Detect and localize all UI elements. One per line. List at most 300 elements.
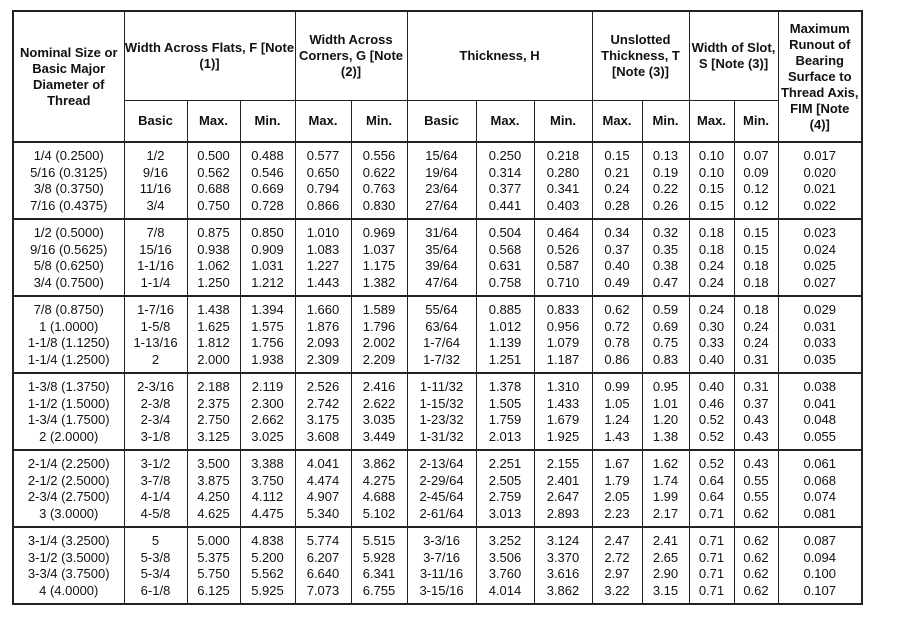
table-cell: 2.416 bbox=[362, 379, 396, 394]
table-cell: 0.025 bbox=[803, 258, 837, 273]
table-cell: 0.568 bbox=[488, 241, 522, 257]
row-group-4 bbox=[13, 373, 862, 450]
table-cell: 3-1/8 bbox=[140, 428, 171, 444]
table-cell: 0.15 bbox=[743, 225, 769, 240]
table-cell: 4.625 bbox=[197, 505, 230, 521]
table-cell: 23/64 bbox=[425, 181, 458, 196]
cell-thickness-max bbox=[476, 450, 534, 527]
table-row bbox=[13, 296, 862, 373]
cell-thickness-max bbox=[476, 296, 534, 373]
table-cell: 1.079 bbox=[546, 335, 580, 350]
table-cell: 6.755 bbox=[362, 582, 396, 598]
cell-corners-min bbox=[351, 450, 407, 527]
cell-unslotted-max bbox=[592, 296, 642, 373]
table-cell: 1.382 bbox=[362, 274, 396, 290]
table-cell: 1/2 (0.5000) bbox=[33, 225, 104, 240]
table-cell: 0.938 bbox=[197, 241, 230, 257]
cell-runout bbox=[778, 219, 862, 296]
table-cell: 0.24 bbox=[698, 258, 725, 273]
cell-flats-max bbox=[187, 296, 240, 373]
table-cell: 0.31 bbox=[743, 351, 769, 367]
cell-unslotted-min bbox=[642, 450, 689, 527]
table-cell: 11/16 bbox=[139, 181, 172, 196]
table-cell: 4 (4.0000) bbox=[39, 582, 99, 598]
table-cell: 1.79 bbox=[604, 472, 630, 488]
cell-flats-min bbox=[240, 219, 295, 296]
table-cell: 0.038 bbox=[803, 379, 837, 394]
table-cell: 2.505 bbox=[488, 472, 522, 488]
row-group-1 bbox=[13, 142, 862, 219]
table-cell: 4.838 bbox=[251, 533, 284, 548]
table-cell: 0.956 bbox=[546, 318, 580, 334]
table-cell: 0.24 bbox=[604, 181, 630, 196]
table-cell: 0.38 bbox=[652, 258, 679, 273]
table-cell: 0.30 bbox=[698, 318, 725, 334]
table-cell: 0.688 bbox=[197, 181, 230, 196]
table-cell: 2-13/64 bbox=[419, 456, 464, 471]
table-cell: 0.100 bbox=[803, 566, 837, 581]
table-cell: 0.15 bbox=[743, 241, 769, 257]
table-cell: 0.10 bbox=[698, 164, 725, 180]
cell-slot-min bbox=[734, 219, 778, 296]
table-cell: 0.710 bbox=[546, 274, 580, 290]
table-cell: 3.013 bbox=[488, 505, 522, 521]
table-cell: 7/8 bbox=[146, 225, 165, 240]
table-cell: 19/64 bbox=[425, 164, 458, 180]
subheader-slot-min: Min. bbox=[734, 101, 778, 143]
table-cell: 0.562 bbox=[197, 164, 230, 180]
table-cell: 0.033 bbox=[803, 335, 837, 350]
table-cell: 0.24 bbox=[698, 274, 725, 290]
table-cell: 0.69 bbox=[652, 318, 679, 334]
table-cell: 3.370 bbox=[546, 549, 580, 565]
table-cell: 1.505 bbox=[488, 395, 522, 411]
cell-flats-min bbox=[240, 450, 295, 527]
table-cell: 1-1/4 bbox=[140, 274, 171, 290]
table-cell: 1.796 bbox=[362, 318, 396, 334]
cell-thickness-basic bbox=[407, 527, 476, 604]
table-cell: 0.048 bbox=[803, 412, 837, 427]
table-cell: 1-23/32 bbox=[419, 412, 464, 427]
table-cell: 2-29/64 bbox=[419, 472, 464, 488]
table-cell: 1-3/4 (1.7500) bbox=[27, 412, 110, 427]
header-unslotted-thickness: Unslotted Thickness, T [Note (3)] bbox=[592, 11, 689, 101]
table-cell: 0.28 bbox=[604, 197, 630, 213]
cell-slot-max bbox=[689, 373, 734, 450]
table-cell: 1.083 bbox=[306, 241, 340, 257]
dimension-table bbox=[12, 10, 863, 605]
table-cell: 2.23 bbox=[604, 505, 630, 521]
table-cell: 0.78 bbox=[604, 335, 630, 350]
cell-runout bbox=[778, 450, 862, 527]
cell-flats-basic bbox=[124, 142, 187, 219]
table-cell: 0.24 bbox=[698, 302, 725, 317]
table-cell: 2.97 bbox=[604, 566, 630, 581]
table-cell: 0.32 bbox=[652, 225, 679, 240]
table-cell: 3-11/16 bbox=[419, 566, 464, 581]
cell-flats-basic bbox=[124, 296, 187, 373]
table-cell: 0.07 bbox=[743, 148, 769, 163]
table-cell: 2-1/2 (2.5000) bbox=[27, 472, 110, 488]
table-cell: 0.094 bbox=[803, 549, 837, 565]
table-cell: 0.09 bbox=[743, 164, 769, 180]
table-cell: 5.750 bbox=[197, 566, 230, 581]
table-cell: 6.125 bbox=[197, 582, 230, 598]
table-row bbox=[13, 219, 862, 296]
table-cell: 0.577 bbox=[306, 148, 340, 163]
table-cell: 5/8 (0.6250) bbox=[33, 258, 104, 273]
table-cell: 0.087 bbox=[803, 533, 837, 548]
table-cell: 0.62 bbox=[604, 302, 630, 317]
table-cell: 3.862 bbox=[546, 582, 580, 598]
table-cell: 2.155 bbox=[546, 456, 580, 471]
table-cell: 0.71 bbox=[698, 566, 725, 581]
table-cell: 5.340 bbox=[306, 505, 340, 521]
table-cell: 4.474 bbox=[306, 472, 340, 488]
table-cell: 3-3/4 (3.7500) bbox=[27, 566, 110, 581]
table-cell: 2.000 bbox=[197, 351, 230, 367]
row-group-6 bbox=[13, 527, 862, 604]
cell-thickness-max bbox=[476, 219, 534, 296]
table-cell: 63/64 bbox=[425, 318, 458, 334]
table-cell: 3.760 bbox=[488, 566, 522, 581]
table-cell: 0.631 bbox=[488, 258, 522, 273]
table-cell: 0.794 bbox=[306, 181, 340, 196]
table-cell: 0.314 bbox=[488, 164, 522, 180]
table-cell: 1-7/64 bbox=[423, 335, 460, 350]
cell-corners-max bbox=[295, 450, 351, 527]
table-cell: 1.20 bbox=[652, 412, 679, 427]
table-cell: 3.22 bbox=[604, 582, 630, 598]
table-cell: 3.252 bbox=[488, 533, 522, 548]
table-cell: 1.938 bbox=[251, 351, 284, 367]
subheader-thickness-basic: Basic bbox=[407, 101, 476, 143]
table-cell: 1.037 bbox=[362, 241, 396, 257]
table-cell: 0.218 bbox=[546, 148, 580, 163]
cell-slot-min bbox=[734, 296, 778, 373]
table-cell: 1.378 bbox=[488, 379, 522, 394]
table-cell: 5-3/8 bbox=[140, 549, 171, 565]
table-cell: 2 (2.0000) bbox=[39, 428, 99, 444]
table-cell: 1.031 bbox=[251, 258, 284, 273]
table-cell: 0.35 bbox=[652, 241, 679, 257]
table-cell: 0.035 bbox=[803, 351, 837, 367]
cell-unslotted-min bbox=[642, 219, 689, 296]
table-cell: 0.43 bbox=[743, 456, 769, 471]
table-cell: 0.546 bbox=[251, 164, 284, 180]
table-cell: 5.774 bbox=[306, 533, 340, 548]
table-cell: 0.62 bbox=[743, 549, 769, 565]
table-cell: 0.029 bbox=[803, 302, 837, 317]
table-cell: 6-1/8 bbox=[140, 582, 171, 598]
table-cell: 2-3/8 bbox=[140, 395, 171, 411]
table-cell: 2.893 bbox=[546, 505, 580, 521]
table-cell: 0.18 bbox=[698, 225, 725, 240]
table-cell: 0.909 bbox=[251, 241, 284, 257]
cell-nominal-size bbox=[13, 219, 124, 296]
table-cell: 0.031 bbox=[803, 318, 837, 334]
table-cell: 0.622 bbox=[362, 164, 396, 180]
table-cell: 1.575 bbox=[251, 318, 284, 334]
cell-unslotted-min bbox=[642, 527, 689, 604]
cell-flats-min bbox=[240, 527, 295, 604]
table-cell: 0.074 bbox=[803, 489, 837, 504]
table-cell: 0.866 bbox=[306, 197, 340, 213]
table-cell: 3.608 bbox=[306, 428, 340, 444]
table-cell: 55/64 bbox=[425, 302, 458, 317]
table-cell: 6.207 bbox=[306, 549, 340, 565]
table-cell: 2.526 bbox=[306, 379, 340, 394]
cell-flats-max bbox=[187, 219, 240, 296]
table-cell: 1/2 bbox=[146, 148, 165, 163]
cell-flats-basic bbox=[124, 450, 187, 527]
table-cell: 2.013 bbox=[488, 428, 522, 444]
table-cell: 2.647 bbox=[546, 489, 580, 504]
row-group-2 bbox=[13, 219, 862, 296]
table-cell: 6.640 bbox=[306, 566, 340, 581]
table-cell: 0.068 bbox=[803, 472, 837, 488]
header-maximum-runout: Maximum Runout of Bearing Surface to Thread Axis, FIM [Note (4)] bbox=[778, 11, 862, 142]
table-cell: 4.250 bbox=[197, 489, 230, 504]
table-cell: 1.99 bbox=[652, 489, 679, 504]
cell-slot-max bbox=[689, 296, 734, 373]
table-cell: 2.759 bbox=[488, 489, 522, 504]
cell-slot-min bbox=[734, 527, 778, 604]
cell-thickness-basic bbox=[407, 450, 476, 527]
cell-slot-max bbox=[689, 142, 734, 219]
table-cell: 0.250 bbox=[488, 148, 522, 163]
table-cell: 1.67 bbox=[604, 456, 630, 471]
table-cell: 5 bbox=[151, 533, 160, 548]
table-cell: 0.10 bbox=[698, 148, 725, 163]
table-cell: 3-3/16 bbox=[423, 533, 460, 548]
table-cell: 0.37 bbox=[604, 241, 630, 257]
table-cell: 0.62 bbox=[743, 533, 769, 548]
table-cell: 0.40 bbox=[698, 351, 725, 367]
cell-flats-max bbox=[187, 527, 240, 604]
table-cell: 0.52 bbox=[698, 412, 725, 427]
table-cell: 2.622 bbox=[362, 395, 396, 411]
cell-nominal-size bbox=[13, 450, 124, 527]
cell-unslotted-max bbox=[592, 142, 642, 219]
subheader-slot-max: Max. bbox=[689, 101, 734, 143]
table-cell: 0.18 bbox=[743, 274, 769, 290]
table-cell: 0.75 bbox=[652, 335, 679, 350]
cell-unslotted-max bbox=[592, 219, 642, 296]
table-cell: 0.027 bbox=[803, 274, 837, 290]
cell-flats-min bbox=[240, 142, 295, 219]
table-cell: 5.925 bbox=[251, 582, 284, 598]
table-cell: 0.26 bbox=[652, 197, 679, 213]
cell-unslotted-max bbox=[592, 450, 642, 527]
table-cell: 0.024 bbox=[803, 241, 837, 257]
table-cell: 1.812 bbox=[197, 335, 230, 350]
table-cell: 3.875 bbox=[197, 472, 230, 488]
subheader-unslotted-max: Max. bbox=[592, 101, 642, 143]
table-cell: 2.119 bbox=[251, 379, 284, 394]
table-cell: 2.17 bbox=[652, 505, 679, 521]
table-cell: 7.073 bbox=[306, 582, 340, 598]
table-cell: 1.394 bbox=[251, 302, 284, 317]
cell-thickness-basic bbox=[407, 373, 476, 450]
table-cell: 9/16 bbox=[142, 164, 169, 180]
table-cell: 9/16 (0.5625) bbox=[30, 241, 108, 257]
table-cell: 2-3/16 bbox=[137, 379, 174, 394]
cell-unslotted-max bbox=[592, 527, 642, 604]
table-cell: 1.443 bbox=[306, 274, 340, 290]
table-cell: 0.49 bbox=[604, 274, 630, 290]
cell-nominal-size bbox=[13, 296, 124, 373]
table-cell: 1.433 bbox=[546, 395, 580, 411]
table-cell: 0.40 bbox=[698, 379, 725, 394]
row-group-3 bbox=[13, 296, 862, 373]
table-cell: 4.014 bbox=[488, 582, 522, 598]
table-cell: 27/64 bbox=[425, 197, 458, 213]
table-cell: 1-11/32 bbox=[419, 379, 464, 394]
table-cell: 1.175 bbox=[362, 258, 396, 273]
table-cell: 0.021 bbox=[803, 181, 837, 196]
table-cell: 0.280 bbox=[546, 164, 580, 180]
table-cell: 0.650 bbox=[306, 164, 340, 180]
table-cell: 7/8 (0.8750) bbox=[33, 302, 104, 317]
table-cell: 15/16 bbox=[139, 241, 172, 257]
table-cell: 1-7/32 bbox=[423, 351, 460, 367]
table-cell: 3.125 bbox=[197, 428, 230, 444]
table-cell: 1/4 (0.2500) bbox=[33, 148, 104, 163]
cell-corners-min bbox=[351, 373, 407, 450]
table-cell: 5/16 (0.3125) bbox=[30, 164, 108, 180]
table-cell: 1.925 bbox=[546, 428, 580, 444]
table-cell: 0.488 bbox=[251, 148, 284, 163]
table-cell: 35/64 bbox=[425, 241, 458, 257]
table-cell: 15/64 bbox=[425, 148, 458, 163]
cell-thickness-min bbox=[534, 450, 592, 527]
table-cell: 0.18 bbox=[698, 241, 725, 257]
table-cell: 0.441 bbox=[488, 197, 522, 213]
table-cell: 0.833 bbox=[546, 302, 580, 317]
cell-runout bbox=[778, 142, 862, 219]
table-cell: 0.526 bbox=[546, 241, 580, 257]
table-cell: 2.300 bbox=[251, 395, 284, 411]
table-cell: 3/4 bbox=[146, 197, 165, 213]
header-nominal-size: Nominal Size or Basic Major Diameter of Thread bbox=[13, 11, 124, 142]
cell-nominal-size bbox=[13, 527, 124, 604]
cell-corners-min bbox=[351, 296, 407, 373]
table-cell: 0.40 bbox=[604, 258, 630, 273]
table-cell: 0.850 bbox=[251, 225, 284, 240]
table-cell: 2.093 bbox=[306, 335, 340, 350]
table-cell: 0.99 bbox=[604, 379, 630, 394]
table-cell: 0.19 bbox=[652, 164, 679, 180]
cell-slot-max bbox=[689, 527, 734, 604]
table-cell: 1.250 bbox=[197, 274, 230, 290]
table-cell: 1.759 bbox=[488, 412, 522, 427]
table-cell: 2.209 bbox=[362, 351, 396, 367]
table-cell: 2-3/4 bbox=[140, 412, 171, 427]
table-cell: 7/16 (0.4375) bbox=[30, 197, 108, 213]
table-cell: 0.33 bbox=[698, 335, 725, 350]
table-cell: 1.01 bbox=[652, 395, 679, 411]
table-row bbox=[13, 450, 862, 527]
table-cell: 5.562 bbox=[251, 566, 284, 581]
cell-corners-min bbox=[351, 142, 407, 219]
cell-corners-min bbox=[351, 527, 407, 604]
table-cell: 5.928 bbox=[362, 549, 396, 565]
table-cell: 2.65 bbox=[652, 549, 679, 565]
table-cell: 1-31/32 bbox=[419, 428, 464, 444]
table-cell: 0.55 bbox=[743, 472, 769, 488]
subheader-flats-basic: Basic bbox=[124, 101, 187, 143]
cell-runout bbox=[778, 373, 862, 450]
table-cell: 0.95 bbox=[652, 379, 679, 394]
table-cell: 4.475 bbox=[251, 505, 284, 521]
table-cell: 1.589 bbox=[362, 302, 396, 317]
table-cell: 1.38 bbox=[652, 428, 679, 444]
table-cell: 0.464 bbox=[546, 225, 580, 240]
table-cell: 0.62 bbox=[743, 505, 769, 521]
table-cell: 0.885 bbox=[488, 302, 522, 317]
table-cell: 1.251 bbox=[488, 351, 522, 367]
table-cell: 0.403 bbox=[546, 197, 580, 213]
table-cell: 1.187 bbox=[546, 351, 580, 367]
table-cell: 0.83 bbox=[652, 351, 679, 367]
table-cell: 5.200 bbox=[251, 549, 284, 565]
table-cell: 1-7/16 bbox=[137, 302, 174, 317]
cell-thickness-min bbox=[534, 142, 592, 219]
table-cell: 2.750 bbox=[197, 412, 230, 427]
table-cell: 4-1/4 bbox=[140, 489, 171, 504]
table-cell: 1.756 bbox=[251, 335, 284, 350]
table-cell: 39/64 bbox=[425, 258, 458, 273]
table-cell: 0.52 bbox=[698, 456, 725, 471]
table-cell: 1-15/32 bbox=[419, 395, 464, 411]
table-cell: 1 (1.0000) bbox=[39, 318, 99, 334]
table-cell: 3.175 bbox=[306, 412, 340, 427]
table-cell: 0.34 bbox=[604, 225, 630, 240]
table-cell: 1-1/8 (1.1250) bbox=[27, 335, 110, 350]
table-cell: 0.18 bbox=[743, 302, 769, 317]
cell-thickness-basic bbox=[407, 296, 476, 373]
table-cell: 2.002 bbox=[362, 335, 396, 350]
header-width-across-flats: Width Across Flats, F [Note (1)] bbox=[124, 11, 295, 101]
subheader-corners-min: Min. bbox=[351, 101, 407, 143]
table-cell: 1.62 bbox=[652, 456, 679, 471]
table-cell: 3.500 bbox=[197, 456, 230, 471]
table-cell: 0.59 bbox=[652, 302, 679, 317]
table-cell: 1.876 bbox=[306, 318, 340, 334]
table-cell: 0.15 bbox=[604, 148, 630, 163]
cell-unslotted-min bbox=[642, 142, 689, 219]
table-cell: 3-7/16 bbox=[423, 549, 460, 565]
table-cell: 3-1/2 (3.5000) bbox=[27, 549, 110, 565]
table-cell: 0.52 bbox=[698, 428, 725, 444]
table-cell: 0.022 bbox=[803, 197, 837, 213]
table-cell: 0.728 bbox=[251, 197, 284, 213]
cell-slot-min bbox=[734, 450, 778, 527]
cell-corners-max bbox=[295, 142, 351, 219]
table-cell: 47/64 bbox=[425, 274, 458, 290]
header-thickness: Thickness, H bbox=[407, 11, 592, 101]
table-cell: 0.15 bbox=[698, 197, 725, 213]
table-cell: 0.71 bbox=[698, 582, 725, 598]
table-cell: 4.907 bbox=[306, 489, 340, 504]
cell-thickness-min bbox=[534, 219, 592, 296]
table-cell: 5.515 bbox=[362, 533, 396, 548]
cell-corners-min bbox=[351, 219, 407, 296]
table-cell: 0.556 bbox=[362, 148, 396, 163]
cell-flats-basic bbox=[124, 219, 187, 296]
table-cell: 3-1/2 bbox=[140, 456, 171, 471]
